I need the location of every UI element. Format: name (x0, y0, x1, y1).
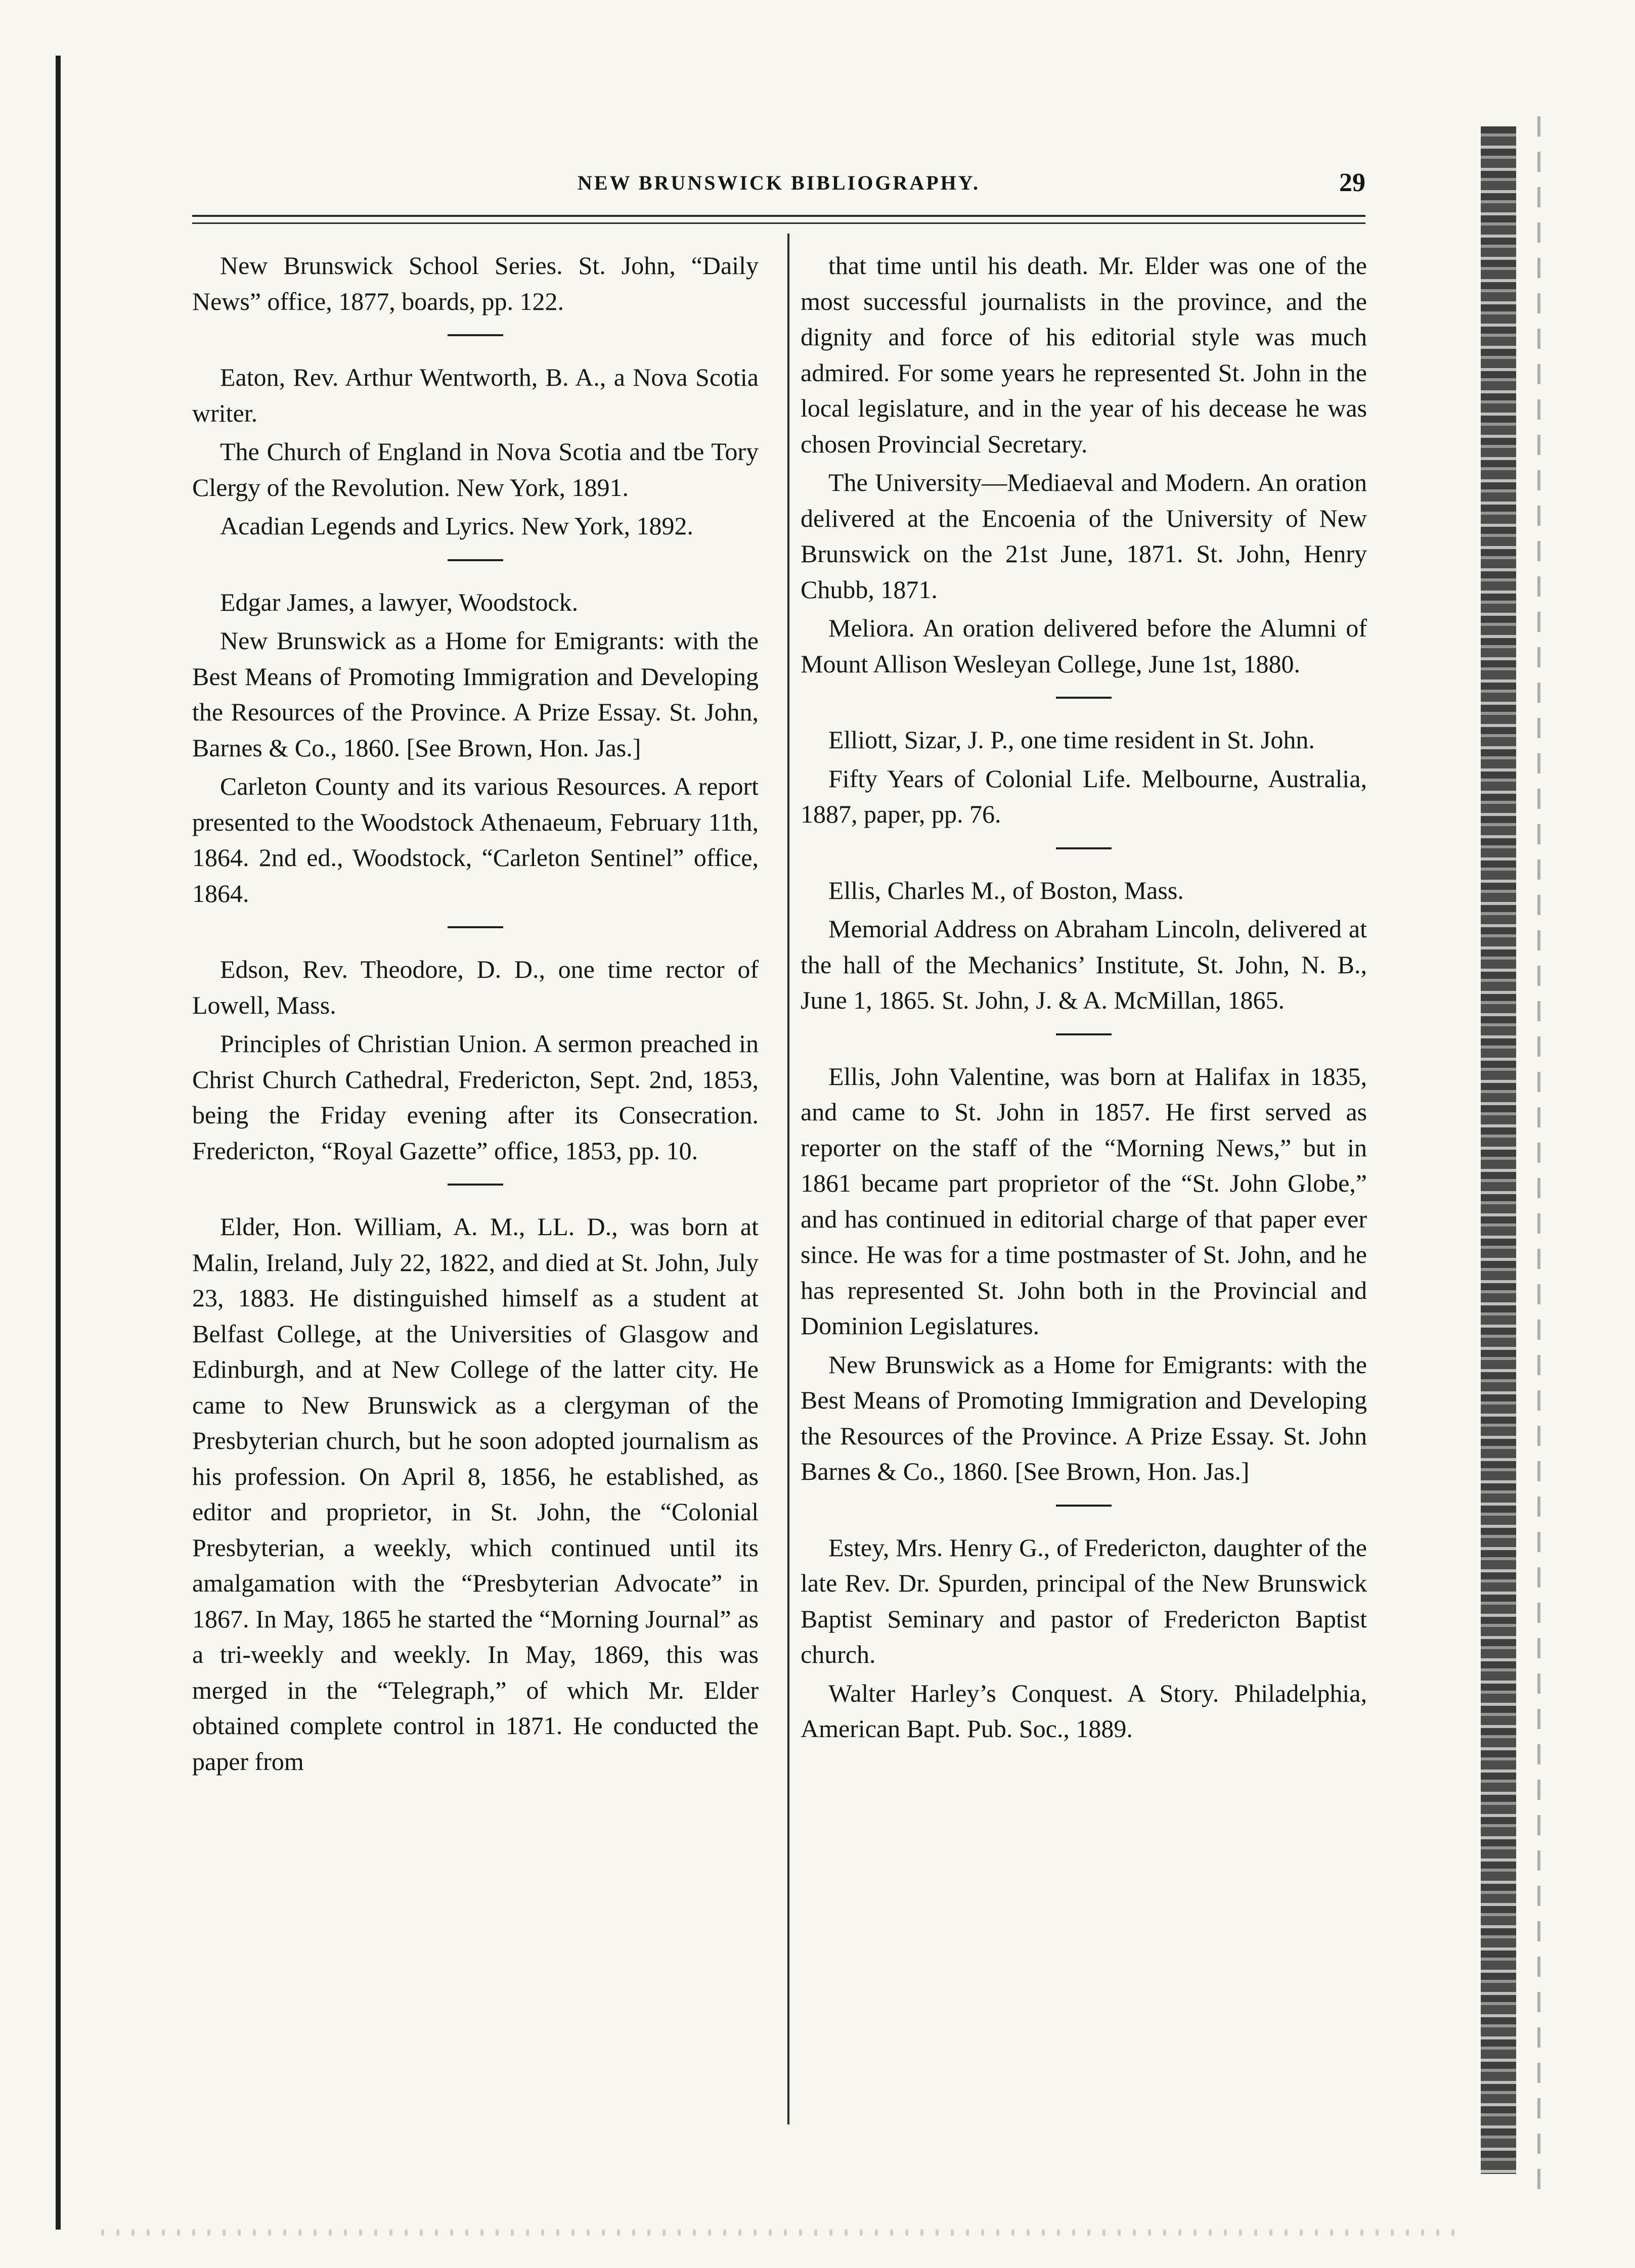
page-header (192, 168, 1365, 206)
author-entry-elder: Elder, Hon. William, A. M., LL. D., was born at Malin, Ireland, July 22, 1822, and died at St. John, July 23, 1883. He distinguished himself as a student at Belfast College, at the Universities of Glasgow and Edinburgh, and at New College of the latter city. He came to New Brunswick as a clergyman of the Presbyterian church, but he soon adopted journalism as his profession. On April 8, 1856, he established, as editor and proprietor, in St. John, the “Colonial Presbyterian, a weekly, which continued until its amalgamation with the “Presbyterian Advocate” in 1867. In May, 1865 he started the “Morning Journal” as a tri-weekly and weekly. In May, 1869, this was merged in the “Telegraph,” of which Mr. Elder obtained complete control in 1871. He conducted the paper from (192, 1212, 759, 1776)
work-entry: Memorial Address on Abraham Lincoln, delivered at the hall of the Mechanics’ Institute, St. John, N. B., June 1, 1865. St. John, J. & A. McMillan, 1865. (801, 915, 1367, 1014)
entry-separator (448, 1184, 503, 1186)
author-entry-edson: Edson, Rev. Theodore, D. D., one time rector of Lowell, Mass. (192, 955, 759, 1019)
work-entry: The University—Mediaeval and Modern. An oration delivered at the Encoenia of the University of New Brunswick on the 21st June, 1871. St. John, Henry Chubb, 1871. (801, 468, 1367, 604)
work-entry: Principles of Christian Union. A sermon preached in Christ Church Cathedral, Fredericton, Sept. 2nd, 1853, being the Friday evening after its Consecration. Fredericton, “Royal Gazette” office, 1853, pp. 10. (192, 1029, 759, 1165)
scan-page-edge-thin (1537, 116, 1540, 2189)
work-entry: Meliora. An oration delivered before the Alumni of Mount Allison Wesleyan College, June 1st, 1880. (801, 614, 1367, 678)
work-entry: The Church of England in Nova Scotia and tbe Tory Clergy of the Revolution. New York, 1891. (192, 437, 759, 502)
scan-binding-edge (56, 56, 61, 2230)
entry-text: New Brunswick School Series. St. John, “Daily News” office, 1877, boards, pp. 122. (192, 251, 759, 315)
page-number: 29 (1339, 168, 1365, 197)
entry-separator (1056, 697, 1112, 699)
work-entry: New Brunswick as a Home for Emigrants: with the Best Means of Promoting Immigration and Developing the Resources of the Province. A Prize Essay. St. John Barnes & Co., 1860. [See Brown, Hon. Jas.] (801, 1350, 1367, 1485)
scan-bottom-noise (101, 2230, 1467, 2236)
author-entry-ellis-john: Ellis, John Valentine, was born at Halifax in 1835, and came to St. John in 1857. He first served as reporter on the staff of the “Morning News,” but in 1861 became part proprietor of the “St. John Globe,” and has continued in editorial charge of that paper ever since. He was for a time postmaster of St. John, and he has represented St. John both in the Provincial and Dominion Legislatures. (801, 1062, 1367, 1340)
running-title: NEW BRUNSWICK BIBLIOGRAPHY. (578, 171, 980, 194)
author-entry-eaton: Eaton, Rev. Arthur Wentworth, B. A., a Nova Scotia writer. (192, 363, 759, 427)
work-entry: Carleton County and its various Resources. A report presented to the Woodstock Athenaeum, February 11th, 1864. 2nd ed., Woodstock, “Carleton Sentinel” office, 1864. (192, 772, 759, 908)
work-entry: Acadian Legends and Lyrics. New York, 1892. (220, 512, 693, 540)
entry-separator (448, 559, 503, 561)
right-column (801, 248, 1367, 1750)
entry-separator (1056, 847, 1112, 849)
author-entry-ellis-charles: Ellis, Charles M., of Boston, Mass. (828, 876, 1184, 904)
column-divider (787, 234, 789, 2124)
author-entry-edgar: Edgar James, a lawyer, Woodstock. (220, 587, 579, 616)
scan-page-edge (1481, 126, 1516, 2174)
work-entry: Fifty Years of Colonial Life. Melbourne, Australia, 1887, paper, pp. 76. (801, 764, 1367, 828)
author-entry-estey: Estey, Mrs. Henry G., of Fredericton, daughter of the late Rev. Dr. Spurden, principal of the New Brunswick Baptist Seminary and pastor of Fredericton Baptist church. (801, 1533, 1367, 1668)
author-entry-elliott: Elliott, Sizar, J. P., one time resident in St. John. (828, 725, 1315, 754)
entry-separator (1056, 1033, 1112, 1035)
entry-separator (1056, 1505, 1112, 1507)
left-column (192, 248, 759, 1782)
author-bio-continued: that time until his death. Mr. Elder was one of the most successful journalists in the province, and the dignity and force of his editorial style was much admired. For some years he represented St. John in the local legislature, and in the year of his decease he was chosen Provincial Secretary. (801, 251, 1367, 458)
header-rule (192, 215, 1365, 217)
work-entry: Walter Harley’s Conquest. A Story. Philadelphia, American Bapt. Pub. Soc., 1889. (801, 1679, 1367, 1743)
entry-separator (448, 926, 503, 928)
header-rule-thin (192, 222, 1365, 224)
work-entry: New Brunswick as a Home for Emigrants: with the Best Means of Promoting Immigration and Developing the Resources of the Province. A Prize Essay. St. John, Barnes & Co., 1860. [See Brown, Hon. Jas.] (192, 626, 759, 762)
entry-separator (448, 334, 503, 336)
